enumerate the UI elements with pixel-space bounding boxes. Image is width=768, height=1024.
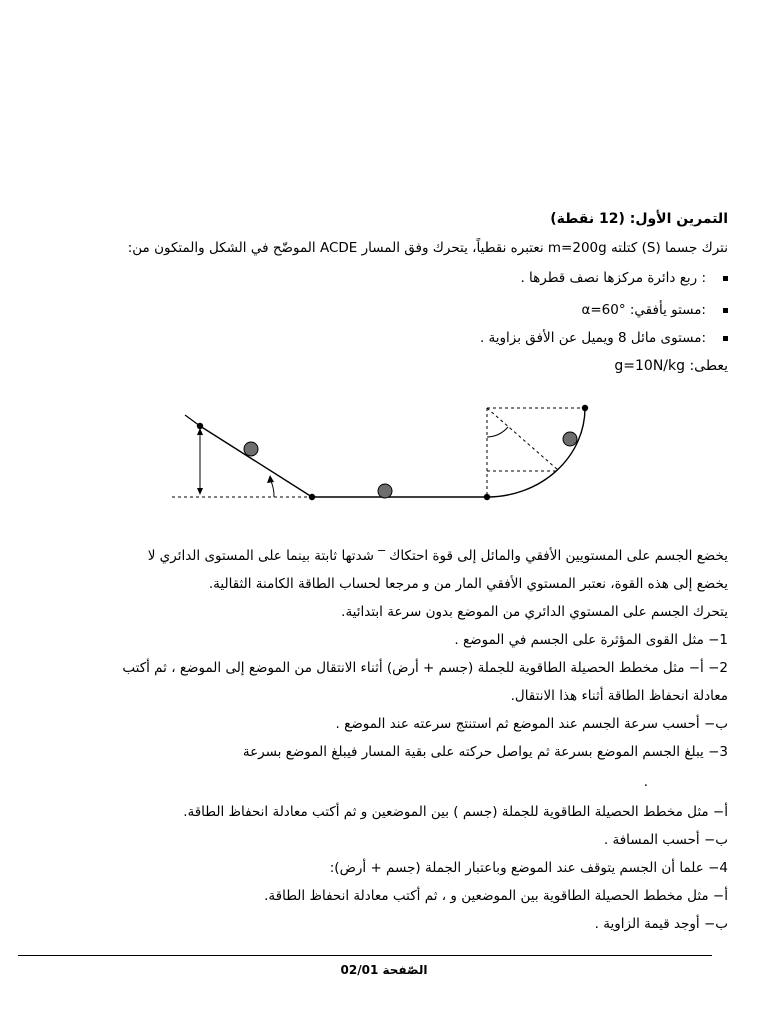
exercise-title: التمرين الأول: (12 نقطة) bbox=[550, 211, 728, 227]
paragraph-1: يخضع الجسم على المستويين الأفقي والمائل إلى قوة احتكاك ‾ شدتها ثابتة بينما على المستوى الدائري لا bbox=[147, 548, 728, 564]
question-2a: 2− أ− مثل مخطط الحصيلة الطاقوية للجملة (جسم + أرض) أثناء الانتقال من الموضع إلى الموضع ، ثم أكتب bbox=[122, 660, 728, 676]
arrow-head-down bbox=[197, 488, 203, 495]
question-3-cont: . bbox=[643, 774, 648, 790]
bullet-quarter-circle bbox=[38, 270, 728, 288]
bullet-text: : ربع دائرة مركزها نصف قطرها . bbox=[520, 270, 706, 286]
paragraph-3: يتحرك الجسم على المستوي الدائري من الموضع بدون سرعة ابتدائية. bbox=[341, 604, 728, 620]
given-gravity: يعطى: g=10N/kg bbox=[614, 358, 728, 374]
question-4a: أ− مثل مخطط الحصيلة الطاقوية بين الموضعين و ، ثم أكتب معادلة انحفاظ الطاقة. bbox=[264, 888, 728, 904]
paragraph-2: يخضع إلى هذه القوة، نعتبر المستوي الأفقي المار من و مرجعا لحساب الطاقة الكامنة الثقالية. bbox=[208, 576, 728, 592]
track-diagram bbox=[160, 395, 640, 515]
angle-arrow-head bbox=[267, 475, 274, 483]
radius-oblique-dashed bbox=[487, 408, 558, 470]
footer-divider bbox=[18, 955, 712, 956]
question-1: 1− مثل القوى المؤثرة على الجسم في الموضع . bbox=[454, 632, 728, 648]
question-2b: ب− أحسب سرعة الجسم عند الموضع ثم استنتج سرعته عند الموضع . bbox=[335, 716, 728, 732]
point-d bbox=[309, 494, 315, 500]
question-3a: أ− مثل مخطط الحصيلة الطاقوية للجملة (جسم ) بين الموضعين و ثم أكتب معادلة انحفاظ الطاقة. bbox=[183, 804, 728, 820]
ball-on-incline bbox=[244, 442, 258, 456]
question-4b: ب− أوجد قيمة الزاوية . bbox=[594, 916, 728, 932]
ball-on-circle bbox=[563, 432, 577, 446]
arrow-head-up bbox=[197, 428, 203, 435]
bullet-text: :مستوى مائل 8 ويميل عن الأفق بزاوية . bbox=[479, 330, 706, 346]
exercise-intro: نترك جسما (S) كتلته m=200g نعتبره نقطياً، يتحرك وفق المسار ACDE الموضّح في الشكل والمتكون من: bbox=[127, 240, 728, 256]
bullet-dot bbox=[723, 308, 728, 313]
ball-on-horizontal bbox=[378, 484, 392, 498]
bullet-inclined-plane bbox=[38, 330, 728, 348]
page-number: الصّفحة 02/01 bbox=[340, 963, 428, 977]
question-3: 3− يبلغ الجسم الموضع بسرعة ثم يواصل حركته على بقية المسار فيبلغ الموضع بسرعة bbox=[242, 744, 728, 760]
question-2a-cont: معادلة انحفاظ الطاقة أثناء هذا الانتقال. bbox=[510, 688, 728, 704]
question-3b: ب− أحسب المسافة . bbox=[603, 832, 728, 848]
circle-angle-arc bbox=[487, 427, 508, 437]
bullet-dot bbox=[723, 276, 728, 281]
question-4: 4− علما أن الجسم يتوقف عند الموضع وباعتبار الجملة (جسم + أرض): bbox=[329, 860, 728, 876]
bullet-text: :مستو يأفقي: α=60° bbox=[581, 302, 706, 318]
bullet-dot bbox=[723, 336, 728, 341]
bullet-horizontal-plane bbox=[38, 302, 728, 320]
inclined-plane bbox=[200, 426, 312, 497]
